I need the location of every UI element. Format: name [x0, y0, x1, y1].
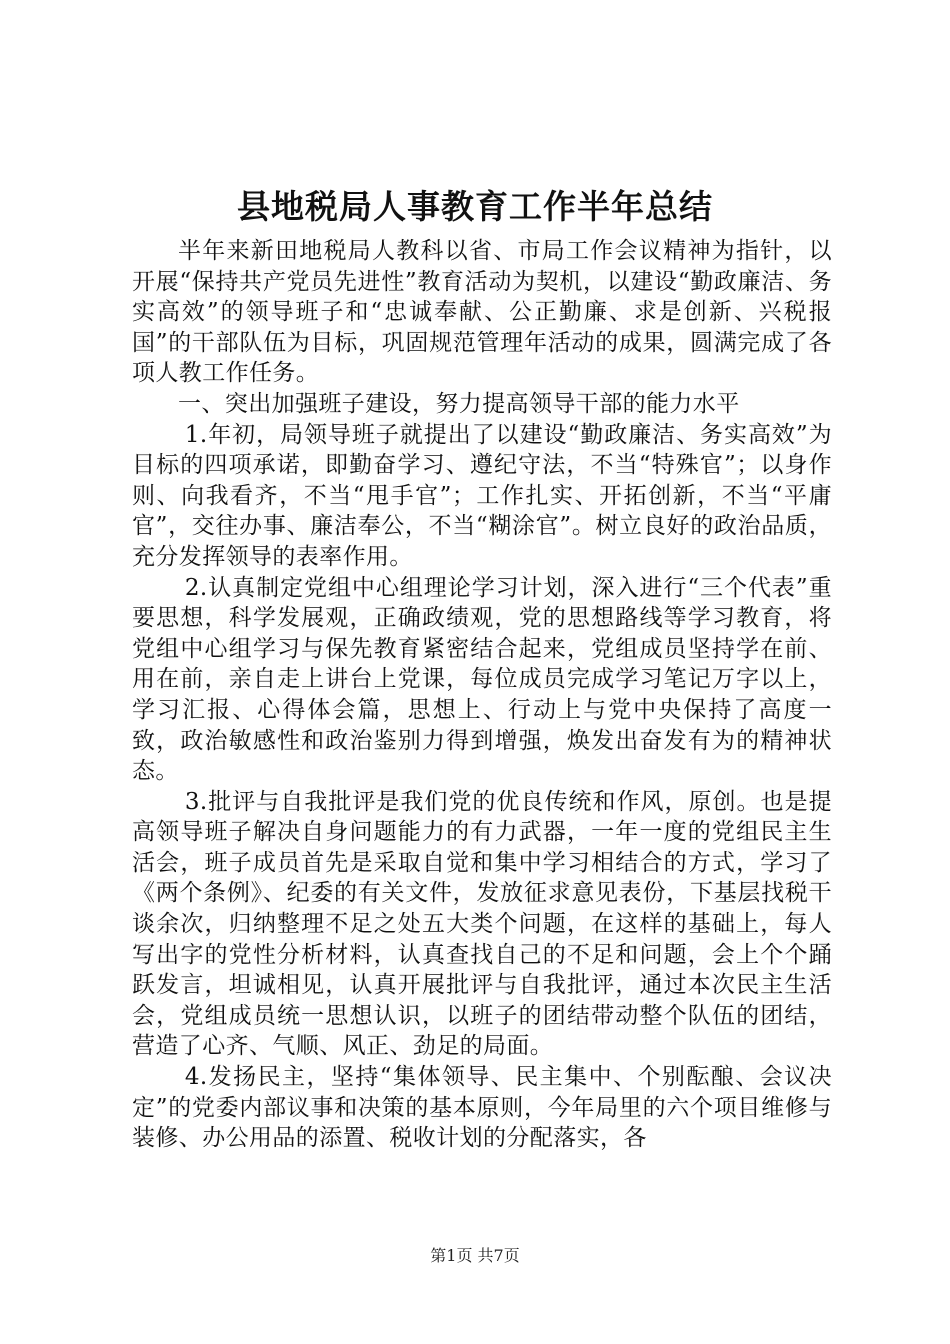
section-heading: 一、突出加强班子建设，努力提高领导干部的能力水平 [178, 390, 740, 417]
list-item-4: 4.发扬民主，坚持“集体领导、民主集中、个别酝酿、会议决定”的党委内部议事和决策的基本原则，今年局里的六个项目维修与装修、办公用品的添置、税收计划的分配落实，各 [132, 1064, 832, 1152]
list-item-3: 3.批评与自我批评是我们党的优良传统和作风，原创。也是提高领导班子解决自身问题能力的有力武器，一年一度的党组民主生活会，班子成员首先是采取自觉和集中学习相结合的方式，学习了《两个条例》、纪委的有关文件，发放征求意见表份，下基层找税干谈余次，归纳整理不足之处五大类个问题，在这样的基础上，每人写出字的党性分析材料，认真查找自己的不足和问题，会上个个踊跃发言，坦诚相见，认真开展批评与自我批评，通过本次民主生活会，党组成员统一思想认识，以班子的团结带动整个队伍的团结，营造了心齐、气顺、风正、劲足的局面。 [132, 788, 832, 1060]
list-item-1: 1.年初，局领导班子就提出了以建设“勤政廉洁、务实高效”为目标的四项承诺，即勤奋学习、遵纪守法，不当“特殊官”；以身作则、向我看齐，不当“甩手官”；工作扎实、开拓创新，不当“平庸官”，交往办事、廉洁奉公，不当“糊涂官”。树立良好的政治品质，充分发挥领导的表率作用。 [132, 421, 832, 570]
document-body [132, 236, 832, 1154]
page-indicator: 第1页 共7页 [430, 1246, 520, 1265]
list-item-2: 2.认真制定党组中心组理论学习计划，深入进行“三个代表”重要思想，科学发展观，正确政绩观，党的思想路线等学习教育，将党组中心组学习与保先教育紧密结合起来，党组成员坚持学在前、用在前，亲自走上讲台上党课，每位成员完成学习笔记万字以上，学习汇报、心得体会篇，思想上、行动上与党中央保持了高度一致，政治敏感性和政治鉴别力得到增强，焕发出奋发有为的精神状态。 [132, 574, 832, 785]
intro-paragraph: 半年来新田地税局人教科以省、市局工作会议精神为指针，以开展“保持共产党员先进性”教育活动为契机，以建设“勤政廉洁、务实高效”的领导班子和“忠诚奉献、公正勤廉、求是创新、兴税报国”的干部队伍为目标，巩固规范管理年活动的成果，圆满完成了各项人教工作任务。 [132, 238, 832, 387]
document-title: 县地税局人事教育工作半年总结 [237, 187, 713, 226]
